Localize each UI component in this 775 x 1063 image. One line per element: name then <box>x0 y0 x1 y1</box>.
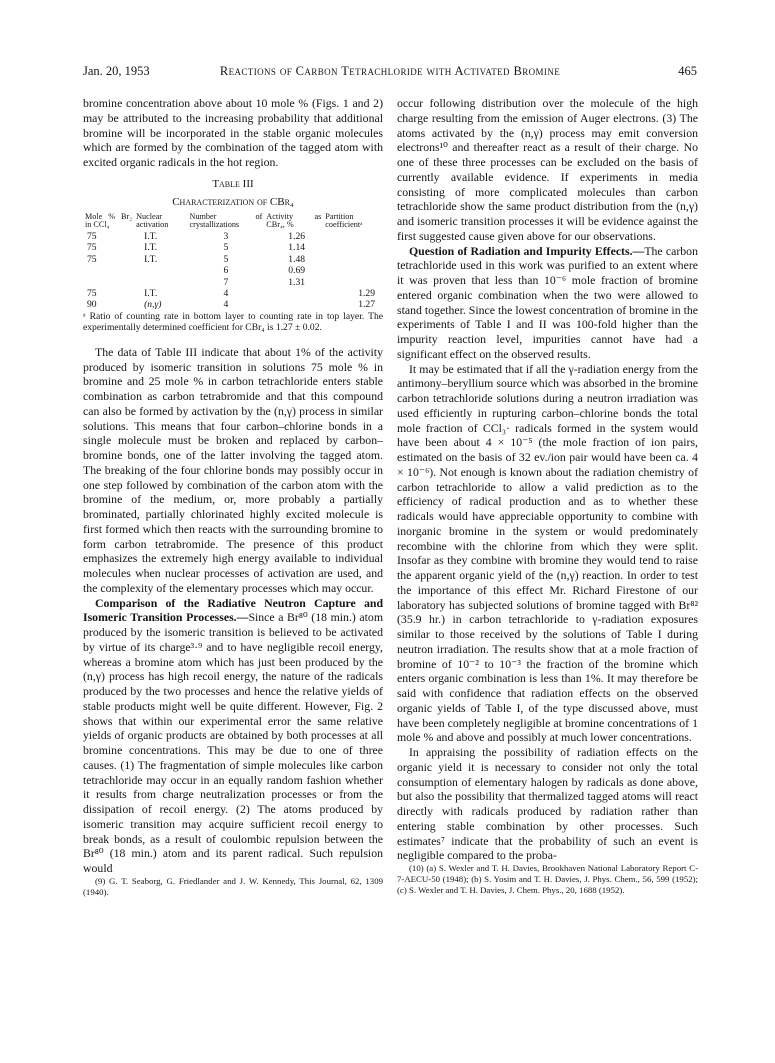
table-cell: 0.69 <box>288 265 306 277</box>
table-row <box>83 299 383 310</box>
paragraph-question <box>397 244 698 362</box>
table-header-row <box>83 213 383 231</box>
paragraph-intro: bromine concentration above about 10 mole % (Figs. 1 and 2) may be attributed to the increasing probability that additional bromine will be incorporated in the stable organic molecules which are formed by the combination of the tagged atom with excited organic radicals in the hot region. <box>83 96 383 169</box>
table-iii <box>83 213 383 311</box>
table-row <box>83 265 383 276</box>
table-cell: I.T. <box>144 230 158 242</box>
table-cell: 1.29 <box>358 287 375 299</box>
table-cell: 5 <box>223 242 229 254</box>
table-cell: 6 <box>223 265 229 277</box>
paragraph-appraising: In appraising the possibility of radiation effects on the organic yield it is necessary to consider not only the total consumption of elementary halogen by radicals as done above, but also the possibility that thermalized tagged atoms will react directly with radicals produced by radiation rather than entering stable combination by other processes. Such estimates⁷ indicate that the probability of such an event is negligible compared to the proba- <box>397 745 698 863</box>
running-header <box>83 64 697 84</box>
table-cell <box>323 242 383 253</box>
paragraph-data: The data of Table III indicate that about 1% of the activity produced by isomeric transition in solutions 75 mole % in bromine and 25 mole % in carbon tetrachloride enters stable combination as carbon tetrabromide and that this compound can also be formed by activation by the (n,γ) process in similar solutions. This means that four carbon–chlorine bonds in a single molecule must be broken and replaced by carbon–bromine bonds, one of the latter involving the tagged atom. The breaking of the four chlorine bonds may possibly occur in one step followed by combination of the carbon atom with the bromine of the medium, or, more probably a partially brominated, partially chlorinated highly excited molecule is first formed which then reacts with the surrounding bromine to form carbon tetrabromide. The presence of this product emphasizes the extremely high energy available to individual molecules when nuclear processes of activation are used, and the complexity of the elementary processes which may occur. <box>83 344 383 595</box>
table-row <box>83 242 383 253</box>
table-cell <box>323 277 383 288</box>
table-caption: Characterization of CBr₄ <box>172 195 294 208</box>
table-header-cell: Partition coefficientᵃ <box>325 211 363 230</box>
table-cell <box>134 277 187 288</box>
paragraph-comparison <box>83 596 383 876</box>
table-cell: I.T. <box>144 287 158 299</box>
table-label: Table III <box>212 177 254 190</box>
paragraph-question-text: The carbon tetrachloride used in this work was purified to an extent where it was proven that less than 10⁻⁶ mole fraction of bromine entered organic combination when the two were allowed to stand together. Since the lowest concentration of bromine in the experiments of Table I and II was 100-fold higher than the impurity reaction level, impurities cannot have had a significant effect on the observed results. <box>397 243 698 361</box>
table-cell: 7 <box>223 276 229 288</box>
table-cell: 75 <box>87 253 97 265</box>
footnote-9: (9) G. T. Seaborg, G. Friedlander and J. W. Kennedy, This Journal, 62, 1309 (1940). <box>83 875 383 897</box>
table-cell: 3 <box>223 230 229 242</box>
table-row <box>83 231 383 242</box>
table-cell <box>134 265 187 276</box>
table-cell <box>264 288 323 299</box>
table-header-cell: Activity as CBr₄, % <box>266 211 322 230</box>
table-cell: 4 <box>223 299 229 311</box>
section-heading-comparison: Comparison of the Radiative Neutron Capture and Isomeric Transition Processes.— <box>83 595 383 625</box>
right-column <box>397 96 698 896</box>
table-cell: 1.31 <box>288 276 306 288</box>
table-cell: 1.48 <box>288 253 306 265</box>
section-heading-question: Question of Radiation and Impurity Effects.— <box>409 243 645 258</box>
table-header-cell: Number of crystallizations <box>189 211 263 230</box>
table-cell <box>323 254 383 265</box>
table-row <box>83 288 383 299</box>
table-cell: 4 <box>223 287 229 299</box>
table-row <box>83 254 383 265</box>
footnote-10: (10) (a) S. Wexler and T. H. Davies, Brookhaven National Laboratory Report C-7-AECU-50 (1948); (b) S. Yosim and T. H. Davies, J. Phys. Chem., 56, 599 (1952); (c) S. Wexler and T. H. Davies, J. Chem. Phys., 20, 1688 (1952). <box>397 863 698 895</box>
table-cell <box>323 265 383 276</box>
table-cell: (n,γ) <box>144 299 162 311</box>
table-cell: 75 <box>87 287 97 299</box>
page-number: 465 <box>678 64 697 78</box>
paragraph-comparison-text: Since a Br⁸⁰ (18 min.) atom produced by the isomeric transition is believed to be activated by virtue of its charge³·⁹ and to have negligible recoil energy, whereas a bromine atom which has just been produced by the (n,γ) process has high recoil energy, the nature of the radicals produced by the two processes and hence the relative yields of stable products might well be quite different. However, Fig. 2 shows that within our experimental error the same relative yields of organic products are obtained by both processes at all bromine concentrations. This may be due to one of three causes. (1) The fragmentation of simple molecules like carbon tetrachloride may occur in an equally random fashion whether it results from charge neutralization processes or from the dissipation of recoil energy. (2) The atoms produced by isomeric transition may acquire sufficient recoil energy to break bonds, as a result of coulombic repulsion between the Br⁸⁰ (18 min.) atom and its parent radical. Such repulsion would <box>83 610 384 876</box>
table-cell <box>264 299 323 310</box>
table-cell: 5 <box>223 253 229 265</box>
header-title: Reactions of Carbon Tetrachloride with Activated Bromine <box>219 64 561 78</box>
table-cell <box>83 277 134 288</box>
table-header-cell: Mole % Br₂ in CCl₄ <box>85 211 133 230</box>
table-cell: 1.27 <box>358 299 375 311</box>
table-cell: 1.26 <box>288 230 306 242</box>
table-cell <box>323 231 383 242</box>
header-date: Jan. 20, 1953 <box>83 64 150 78</box>
table-cell: I.T. <box>144 253 158 265</box>
table-cell: 75 <box>87 242 97 254</box>
table-cell: I.T. <box>144 242 158 254</box>
table-row <box>83 277 383 288</box>
left-column <box>83 96 383 898</box>
paragraph-gamma: It may be estimated that if all the γ-radiation energy from the antimony–beryllium source which was absorbed in the bromine carbon tetrachloride solutions during a neutron irradiation was used efficiently in rupturing carbon–chlorine bonds the total mole fraction of CCl₃· radicals formed in the system would have been about 4 × 10⁻⁵ (the mole fraction of ion pairs, estimated on the basis of 32 ev./ion pair would have been ca. 4 × 10⁻⁶). Not enough is known about the radiation chemistry of carbon tetrachloride to allow a valid prediction as to the efficiency of radical production and as to whether these radicals would have appreciable opportunity to combine with inorganic bromine in the system or would predominately recombine with the chlorine from which they were split. Insofar as they combine with bromine they would tend to raise the apparent organic yield of the (n,γ) reaction. In order to test the importance of this effect Mr. Richard Firestone of our laboratory has subjected solutions of bromine tagged with Br⁸² (35.9 hr.) in carbon tetrachloride to γ-radiation exposures similar to those received by the solutions of Table I during neutron irradiation. The results show that at a mole fraction of bromine of 10⁻² to 10⁻³ the fraction of the bromine which enters organic combination is less than 1%. It may therefore be said with confidence that radiation effects on the observed organic yields of Table I, of the type discussed above, must have been completely negligible at bromine concentrations of 1 mole % and above and possibly at much lower concentrations. <box>397 361 698 745</box>
table-cell: 90 <box>87 299 97 311</box>
table-cell: 1.14 <box>288 242 306 254</box>
table-header-cell: Nuclear activation <box>136 211 169 230</box>
table-footnote: ᵃ Ratio of counting rate in bottom layer to counting rate in top layer. The experimentally determined coefficient for CBr₄ is 1.27 ± 0.02. <box>83 310 383 333</box>
table-cell <box>83 265 134 276</box>
table-cell: 75 <box>87 230 97 242</box>
paragraph-continued: occur following distribution over the molecule of the high charge resulting from the emission of Auger electrons. (3) The atoms activated by the (n,γ) process may emit conversion electrons¹⁰ and thereafter react as a result of their charge. No one of these three processes can be excluded on the basis of currently available evidence. If experiments in media consisting of more complicated molecules than carbon tetrachloride show the same product distribution from the (n,γ) and isomeric transition processes it will be evidence against the first suggested cause given above for our observations. <box>397 96 698 243</box>
